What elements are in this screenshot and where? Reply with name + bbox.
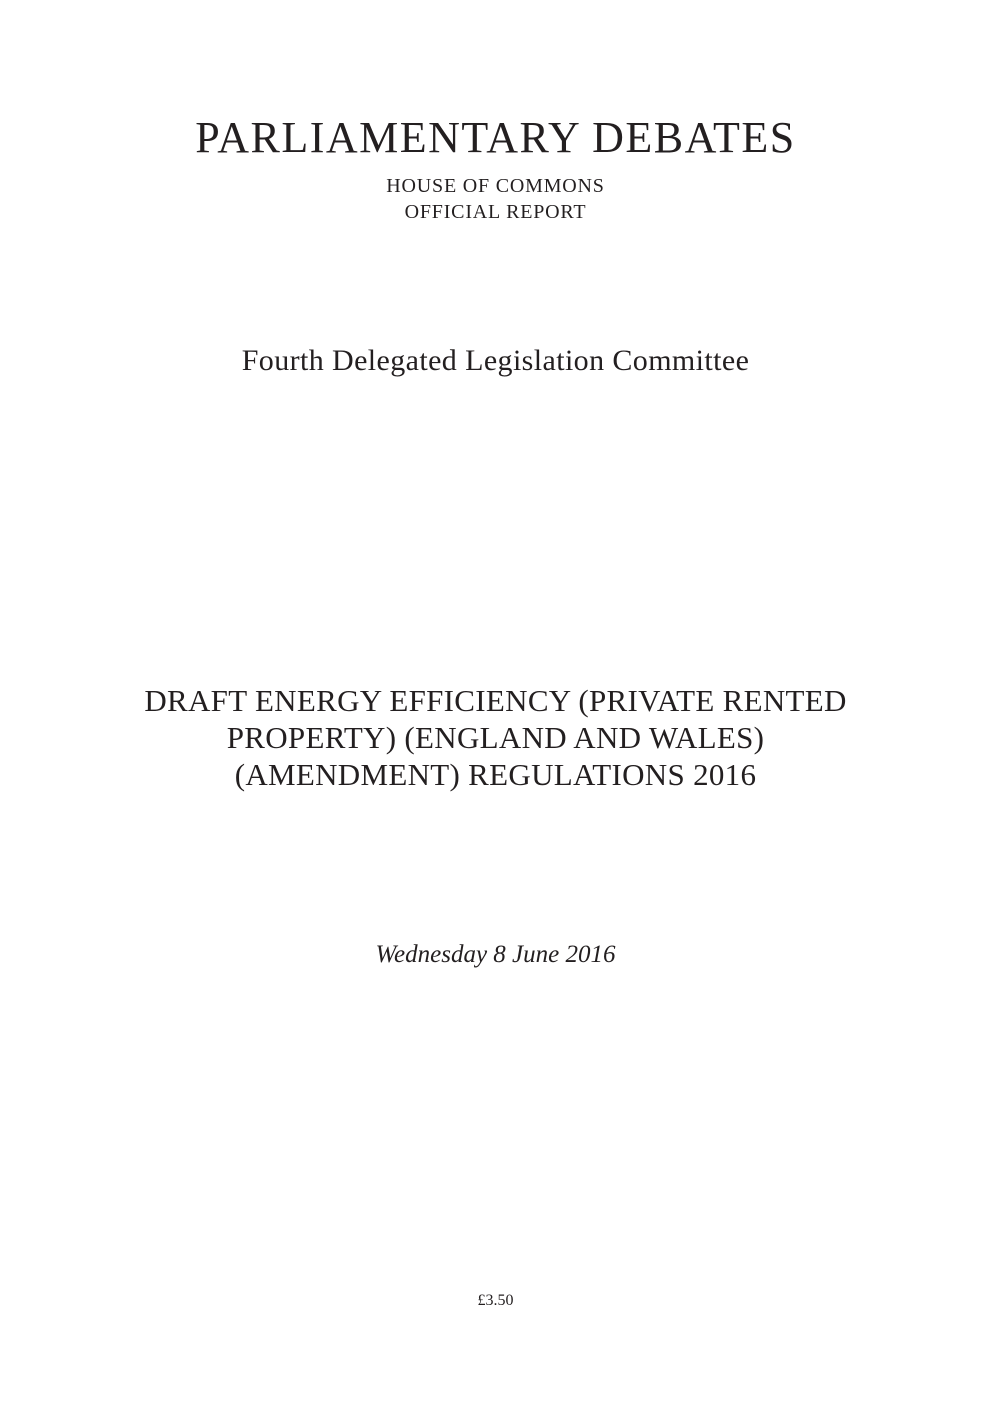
masthead-title: PARLIAMENTARY DEBATES (195, 113, 796, 162)
masthead-subtitle-house: HOUSE OF COMMONS (386, 175, 605, 197)
masthead-subtitle-report: OFFICIAL REPORT (404, 201, 587, 223)
document-title-line-1: DRAFT ENERGY EFFICIENCY (PRIVATE RENTED (144, 683, 847, 718)
committee-title: Fourth Delegated Legislation Committee (241, 344, 750, 377)
session-date: Wednesday 8 June 2016 (375, 941, 616, 968)
price: £3.50 (477, 1292, 514, 1309)
document-title (0, 682, 991, 793)
document-title-line-3: (AMENDMENT) REGULATIONS 2016 (234, 757, 757, 792)
document-title-line-2: PROPERTY) (ENGLAND AND WALES) (226, 720, 765, 755)
